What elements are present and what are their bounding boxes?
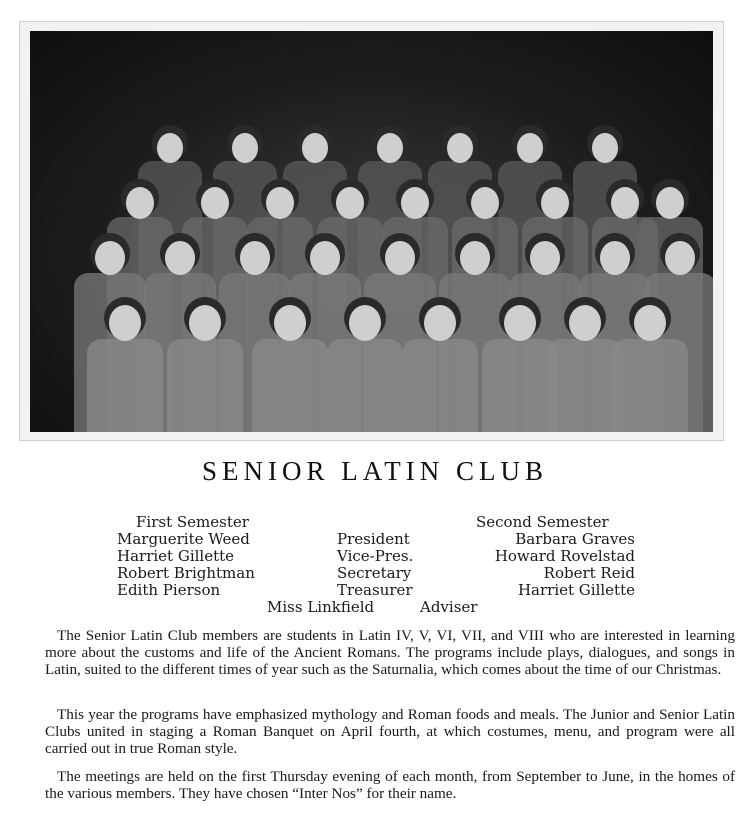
person-face xyxy=(665,241,695,275)
person-face xyxy=(349,305,381,341)
officer-second-semester: Harriet Gillette xyxy=(517,581,635,599)
person-body xyxy=(327,339,403,432)
group-photo xyxy=(30,31,713,432)
person-face xyxy=(189,305,221,341)
person-face xyxy=(460,241,490,275)
person-body xyxy=(612,339,688,432)
person-face xyxy=(126,187,154,219)
person-body xyxy=(547,339,623,432)
person-face xyxy=(600,241,630,275)
officer-second-semester: Robert Reid xyxy=(543,564,635,582)
person-face xyxy=(232,133,258,163)
person-face xyxy=(401,187,429,219)
officer-first-semester: Harriet Gillette xyxy=(117,547,235,565)
person-face xyxy=(201,187,229,219)
person-face xyxy=(634,305,666,341)
officer-second-semester: Howard Rovelstad xyxy=(494,547,635,565)
officer-second-semester: Barbara Graves xyxy=(515,530,635,548)
meetings-paragraph: The meetings are held on the first Thursday evening of each month, from September to June, in the homes of the various members. They have chosen “Inter Nos” for their name. xyxy=(45,768,735,802)
person-face xyxy=(302,133,328,163)
person-face xyxy=(471,187,499,219)
officers-table xyxy=(0,514,750,614)
person-face xyxy=(157,133,183,163)
person-face xyxy=(541,187,569,219)
officer-first-semester: Edith Pierson xyxy=(117,581,221,599)
group-photo-figures xyxy=(30,31,713,432)
person-face xyxy=(274,305,306,341)
person-body xyxy=(167,339,243,432)
person-face xyxy=(377,133,403,163)
person-body xyxy=(252,339,328,432)
officer-role: President xyxy=(337,530,410,548)
person-face xyxy=(592,133,618,163)
person-face xyxy=(656,187,684,219)
person-face xyxy=(504,305,536,341)
adviser-role: Adviser xyxy=(420,598,478,616)
person-body xyxy=(482,339,558,432)
officer-first-semester: Robert Brightman xyxy=(117,564,255,582)
person-face xyxy=(530,241,560,275)
person-face xyxy=(240,241,270,275)
officer-role: Secretary xyxy=(337,564,412,582)
person-face xyxy=(310,241,340,275)
person-face xyxy=(611,187,639,219)
person-face xyxy=(336,187,364,219)
officer-role: Treasurer xyxy=(337,581,413,599)
page-title: SENIOR LATIN CLUB xyxy=(202,456,548,486)
description-paragraph: The Senior Latin Club members are students in Latin IV, V, VI, VII, and VIII who are interested in learning more about the customs and life of the Ancient Romans. The programs include plays, dialogues, and songs in Latin, suited to the different times of year such as the Saturnalia, which comes about the time of our Christmas. xyxy=(45,627,735,678)
person-face xyxy=(517,133,543,163)
person-body xyxy=(402,339,478,432)
first-semester-heading: First Semester xyxy=(136,513,249,531)
adviser-name: Miss Linkfield xyxy=(267,598,375,616)
banquet-paragraph: This year the programs have emphasized mythology and Roman foods and meals. The Junior and Senior Latin Clubs united in staging a Roman Banquet on April fourth, at which costumes, menu, and program were all carried out in true Roman style. xyxy=(45,706,735,757)
person-body xyxy=(87,339,163,432)
person-face xyxy=(569,305,601,341)
photo-frame xyxy=(19,21,724,441)
person-face xyxy=(95,241,125,275)
person-face xyxy=(165,241,195,275)
officer-role: Vice-Pres. xyxy=(337,547,414,565)
person-face xyxy=(266,187,294,219)
person-face xyxy=(109,305,141,341)
person-face xyxy=(447,133,473,163)
second-semester-heading: Second Semester xyxy=(476,513,609,531)
person-face xyxy=(385,241,415,275)
person-face xyxy=(424,305,456,341)
officer-first-semester: Marguerite Weed xyxy=(117,530,250,548)
